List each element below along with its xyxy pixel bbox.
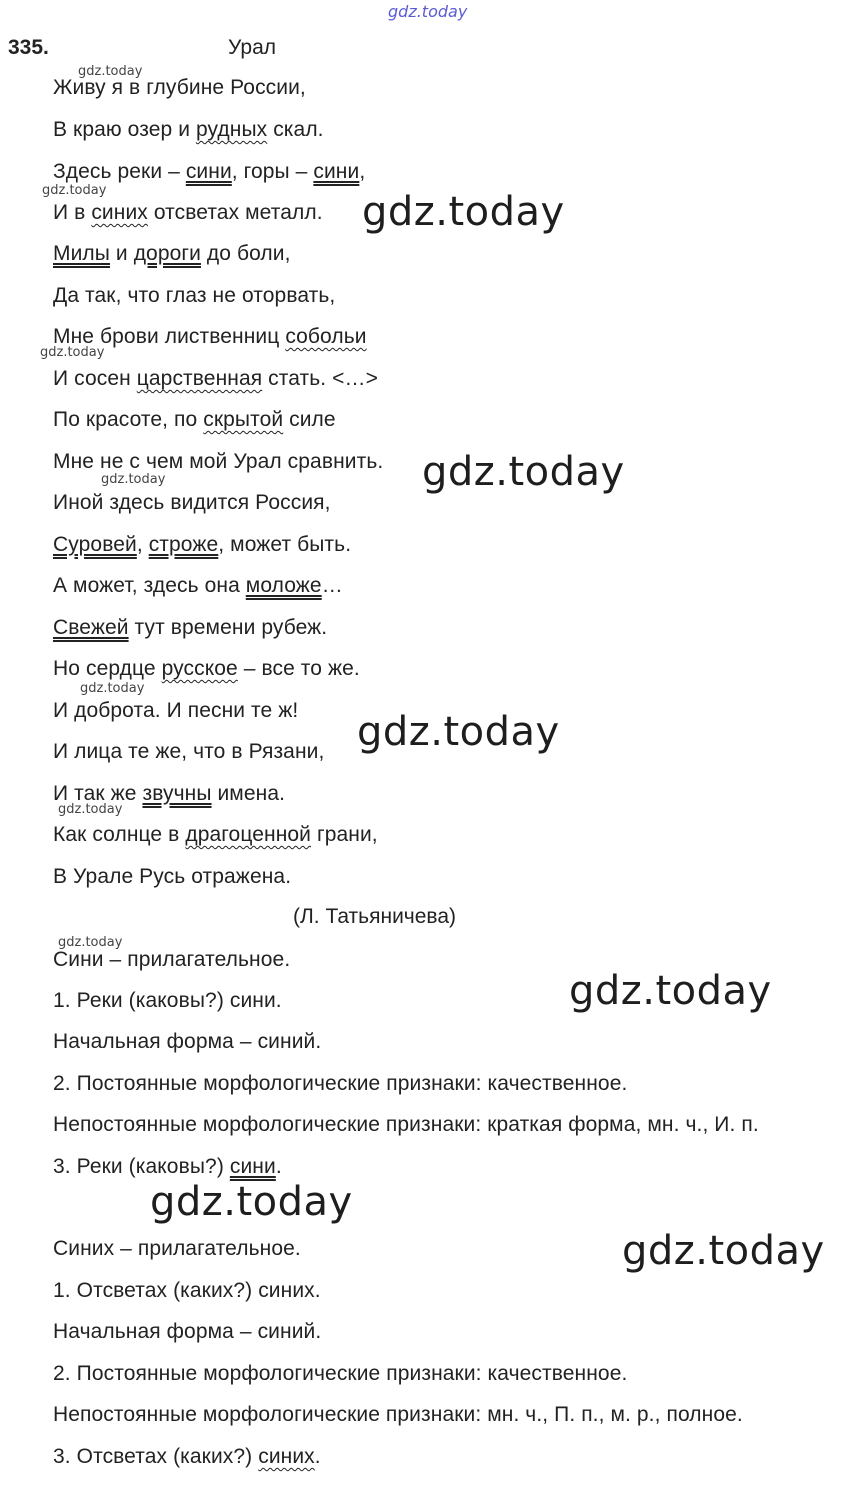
underlined-word: собольи bbox=[285, 325, 367, 348]
poem-line-9: По красоте, по скрытой силе bbox=[53, 408, 336, 431]
watermark-small: gdz.today bbox=[58, 935, 123, 950]
watermark-small: gdz.today bbox=[78, 64, 143, 79]
poem-line-16: И доброта. И песни те ж! bbox=[53, 699, 299, 722]
analysis2-point-3: 3. Отсветах (каких?) синих. bbox=[53, 1445, 321, 1468]
analysis1-point-1: 1. Реки (каковы?) сини. bbox=[53, 989, 282, 1012]
poem-line-8: И сосен царственная стать. <…> bbox=[53, 367, 379, 390]
underlined-word: драгоценной bbox=[185, 823, 312, 846]
underlined-word: сини bbox=[185, 160, 232, 183]
watermark-small: gdz.today bbox=[80, 681, 145, 696]
poem-line-15: Но сердце русское – все то же. bbox=[53, 657, 360, 680]
underlined-word: Свежей bbox=[53, 616, 129, 639]
exercise-number: 335. bbox=[8, 36, 49, 59]
analysis2-permanent-features: 2. Постоянные морфологические признаки: качественное. bbox=[53, 1362, 628, 1385]
analysis1-heading: Сини – прилагательное. bbox=[53, 948, 291, 971]
underlined-word: строже bbox=[148, 533, 219, 556]
underlined-word: синих bbox=[258, 1445, 315, 1468]
watermark-large: gdz.today bbox=[150, 1179, 353, 1225]
underlined-word: рудных bbox=[195, 118, 268, 141]
watermark-large: gdz.today bbox=[622, 1228, 825, 1274]
poem-line-10: Мне не с чем мой Урал сравнить. bbox=[53, 450, 384, 473]
poem-line-13: А может, здесь она моложе… bbox=[53, 574, 343, 597]
watermark-large: gdz.today bbox=[362, 189, 565, 235]
poem-line-4: И в синих отсветах металл. bbox=[53, 201, 323, 224]
poem-line-6: Да так, что глаз не оторвать, bbox=[53, 284, 336, 307]
poem-line-5: Милы и дороги до боли, bbox=[53, 242, 291, 265]
analysis1-initial-form: Начальная форма – синий. bbox=[53, 1030, 322, 1053]
poem-line-17: И лица те же, что в Рязани, bbox=[53, 740, 325, 763]
analysis1-point-3: 3. Реки (каковы?) сини. bbox=[53, 1155, 282, 1178]
watermark-large: gdz.today bbox=[422, 449, 625, 495]
underlined-word: звучны bbox=[142, 782, 212, 805]
watermark-small: gdz.today bbox=[101, 472, 166, 487]
watermark-small: gdz.today bbox=[58, 802, 123, 817]
underlined-word: дороги bbox=[133, 242, 201, 265]
watermark-small: gdz.today bbox=[42, 183, 107, 198]
analysis2-point-1: 1. Отсветах (каких?) синих. bbox=[53, 1279, 321, 1302]
underlined-word: сини bbox=[229, 1155, 276, 1178]
watermark-top: gdz.today bbox=[388, 2, 468, 21]
poem-line-7: Мне брови лиственниц собольи bbox=[53, 325, 367, 348]
poem-title: Урал bbox=[228, 36, 277, 59]
poem-line-20: В Урале Русь отражена. bbox=[53, 865, 292, 888]
poem-line-1: Живу я в глубине России, bbox=[53, 76, 306, 99]
poem-line-18: И так же звучны имена. bbox=[53, 782, 286, 805]
underlined-word: русское bbox=[161, 657, 238, 680]
underlined-word: Милы bbox=[53, 242, 110, 265]
poem-line-19: Как солнце в драгоценной грани, bbox=[53, 823, 378, 846]
underlined-word: скрытой bbox=[203, 408, 284, 431]
analysis2-variable-features: Непостоянные морфологические признаки: мн. ч., П. п., м. р., полное. bbox=[53, 1403, 743, 1426]
watermark-small: gdz.today bbox=[40, 345, 105, 360]
poem-author: (Л. Татьяничева) bbox=[293, 905, 457, 928]
analysis2-initial-form: Начальная форма – синий. bbox=[53, 1320, 322, 1343]
analysis2-heading: Синих – прилагательное. bbox=[53, 1237, 301, 1260]
poem-line-3: Здесь реки – сини, горы – сини, bbox=[53, 160, 366, 183]
poem-line-12: Суровей, строже, может быть. bbox=[53, 533, 352, 556]
underlined-word: сини bbox=[313, 160, 360, 183]
poem-line-14: Свежей тут времени рубеж. bbox=[53, 616, 328, 639]
poem-line-2: В краю озер и рудных скал. bbox=[53, 118, 324, 141]
watermark-large: gdz.today bbox=[569, 968, 772, 1014]
analysis1-variable-features: Непостоянные морфологические признаки: краткая форма, мн. ч., И. п. bbox=[53, 1113, 759, 1136]
poem-line-11: Иной здесь видится Россия, bbox=[53, 491, 331, 514]
analysis1-permanent-features: 2. Постоянные морфологические признаки: качественное. bbox=[53, 1072, 628, 1095]
underlined-word: синих bbox=[91, 201, 148, 224]
watermark-large: gdz.today bbox=[357, 709, 560, 755]
underlined-word: царственная bbox=[136, 367, 263, 390]
underlined-word: Суровей bbox=[53, 533, 137, 556]
underlined-word: моложе bbox=[245, 574, 322, 597]
